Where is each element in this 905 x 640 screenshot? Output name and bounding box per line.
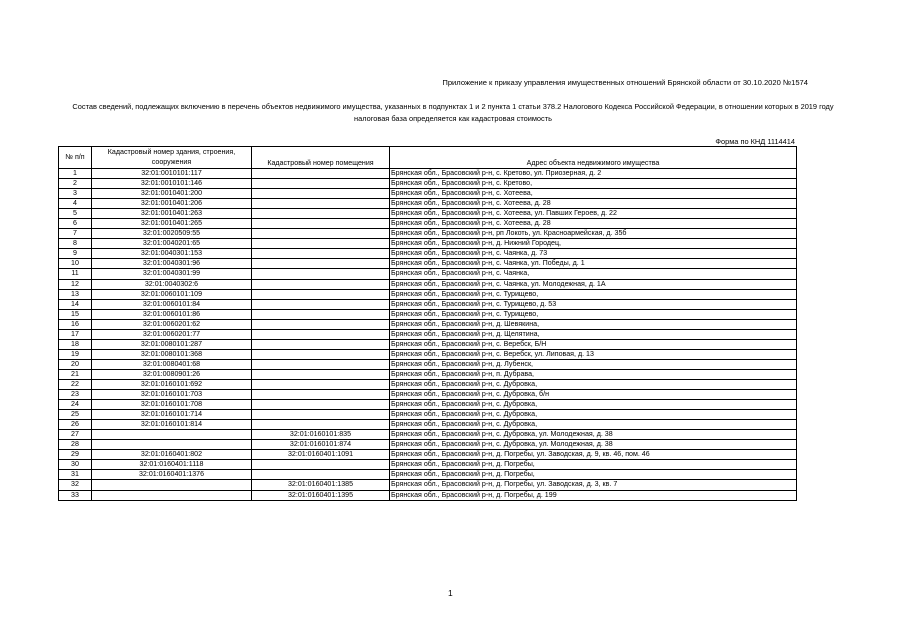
address: Брянская обл., Брасовский р-н, с. Дубровка, [390, 379, 797, 389]
row-number: 8 [59, 239, 92, 249]
building-cadastral-number: 32:01:0060101:109 [92, 289, 252, 299]
table-row [59, 339, 797, 349]
row-number: 29 [59, 450, 92, 460]
row-number: 23 [59, 390, 92, 400]
page-number: 1 [448, 588, 453, 598]
room-cadastral-number [252, 249, 390, 259]
row-number: 5 [59, 209, 92, 219]
building-cadastral-number: 32:01:0160101:703 [92, 390, 252, 400]
building-cadastral-number: 32:01:0010401:265 [92, 219, 252, 229]
table-row [59, 480, 797, 490]
table-row [59, 390, 797, 400]
building-cadastral-number: 32:01:0010401:200 [92, 189, 252, 199]
address: Брянская обл., Брасовский р-н, с. Веребск, ул. Липовая, д. 13 [390, 349, 797, 359]
row-number: 3 [59, 189, 92, 199]
row-number: 4 [59, 199, 92, 209]
row-number: 33 [59, 490, 92, 500]
address: Брянская обл., Брасовский р-н, с. Чаянка, ул. Победы, д. 1 [390, 259, 797, 269]
table-row [59, 279, 797, 289]
row-number: 32 [59, 480, 92, 490]
table-row [59, 369, 797, 379]
table-row [59, 269, 797, 279]
table-row [59, 229, 797, 239]
building-cadastral-number: 32:01:0010401:206 [92, 199, 252, 209]
room-cadastral-number [252, 400, 390, 410]
table-row [59, 410, 797, 420]
address: Брянская обл., Брасовский р-н, д. Щелятина, [390, 329, 797, 339]
address: Брянская обл., Брасовский р-н, с. Дубровка, ул. Молодежная, д. 38 [390, 430, 797, 440]
room-cadastral-number [252, 390, 390, 400]
address: Брянская обл., Брасовский р-н, с. Дубровка, [390, 420, 797, 430]
table-body [59, 169, 797, 501]
room-cadastral-number [252, 229, 390, 239]
row-number: 21 [59, 369, 92, 379]
room-cadastral-number [252, 379, 390, 389]
row-number: 28 [59, 440, 92, 450]
table-row [59, 169, 797, 179]
table-row [59, 239, 797, 249]
row-number: 2 [59, 179, 92, 189]
room-cadastral-number [252, 460, 390, 470]
row-number: 27 [59, 430, 92, 440]
row-number: 16 [59, 319, 92, 329]
address: Брянская обл., Брасовский р-н, д. Погребы, д. 199 [390, 490, 797, 500]
building-cadastral-number: 32:01:0160401:802 [92, 450, 252, 460]
row-number: 1 [59, 169, 92, 179]
address: Брянская обл., Брасовский р-н, с. Хотеева, д. 28 [390, 199, 797, 209]
row-number: 14 [59, 299, 92, 309]
address: Брянская обл., Брасовский р-н, с. Хотеева, ул. Павших Героев, д. 22 [390, 209, 797, 219]
document-intro: Состав сведений, подлежащих включению в перечень объектов недвижимого имущества, указанных в подпунктах 1 и 2 пункта 1 статьи 378.2 Налогового Кодекса Российской Федерации, в отношении которых в 2019 году налоговая база определяется как кадастровая стоимость [72, 102, 834, 123]
table-row [59, 400, 797, 410]
room-cadastral-number [252, 259, 390, 269]
building-cadastral-number: 32:01:0040302:6 [92, 279, 252, 289]
building-cadastral-number [92, 430, 252, 440]
building-cadastral-number: 32:01:0010401:263 [92, 209, 252, 219]
table-row [59, 460, 797, 470]
room-cadastral-number [252, 359, 390, 369]
room-cadastral-number [252, 369, 390, 379]
building-cadastral-number: 32:01:0010101:146 [92, 179, 252, 189]
room-cadastral-number [252, 470, 390, 480]
room-cadastral-number [252, 189, 390, 199]
room-cadastral-number [252, 279, 390, 289]
row-number: 18 [59, 339, 92, 349]
room-cadastral-number [252, 309, 390, 319]
room-cadastral-number [252, 349, 390, 359]
header-building: Кадастровый номер здания, строения, сооружения [92, 147, 252, 169]
row-number: 26 [59, 420, 92, 430]
building-cadastral-number [92, 440, 252, 450]
table-row [59, 430, 797, 440]
building-cadastral-number: 32:01:0060201:62 [92, 319, 252, 329]
row-number: 7 [59, 229, 92, 239]
address: Брянская обл., Брасовский р-н, с. Веребск, Б/Н [390, 339, 797, 349]
row-number: 10 [59, 259, 92, 269]
row-number: 30 [59, 460, 92, 470]
table-row [59, 379, 797, 389]
table-row [59, 420, 797, 430]
header-address: Адрес объекта недвижимого имущества [390, 147, 797, 169]
room-cadastral-number [252, 410, 390, 420]
row-number: 24 [59, 400, 92, 410]
row-number: 31 [59, 470, 92, 480]
address: Брянская обл., Брасовский р-н, д. Погребы, [390, 460, 797, 470]
table-row [59, 289, 797, 299]
row-number: 6 [59, 219, 92, 229]
row-number: 22 [59, 379, 92, 389]
table-row [59, 490, 797, 500]
building-cadastral-number [92, 480, 252, 490]
room-cadastral-number [252, 239, 390, 249]
address: Брянская обл., Брасовский р-н, д. Шевякина, [390, 319, 797, 329]
row-number: 12 [59, 279, 92, 289]
table-row [59, 249, 797, 259]
address: Брянская обл., Брасовский р-н, с. Кретово, [390, 179, 797, 189]
address: Брянская обл., Брасовский р-н, с. Чаянка, [390, 269, 797, 279]
room-cadastral-number: 32:01:0160401:1091 [252, 450, 390, 460]
room-cadastral-number: 32:01:0160401:1395 [252, 490, 390, 500]
table-row [59, 349, 797, 359]
building-cadastral-number: 32:01:0160401:1118 [92, 460, 252, 470]
address: Брянская обл., Брасовский р-н, с. Хотеева, [390, 189, 797, 199]
table-row [59, 179, 797, 189]
building-cadastral-number: 32:01:0160101:692 [92, 379, 252, 389]
table-row [59, 309, 797, 319]
building-cadastral-number: 32:01:0060101:86 [92, 309, 252, 319]
building-cadastral-number: 32:01:0160401:1376 [92, 470, 252, 480]
row-number: 15 [59, 309, 92, 319]
building-cadastral-number: 32:01:0160101:814 [92, 420, 252, 430]
property-table [58, 146, 797, 501]
address: Брянская обл., Брасовский р-н, п. Дубрава, [390, 369, 797, 379]
address: Брянская обл., Брасовский р-н, д. Погребы, [390, 470, 797, 480]
form-code: Форма по КНД 1114414 [715, 137, 795, 146]
room-cadastral-number [252, 339, 390, 349]
address: Брянская обл., Брасовский р-н, с. Кретово, ул. Приозерная, д. 2 [390, 169, 797, 179]
room-cadastral-number [252, 289, 390, 299]
row-number: 19 [59, 349, 92, 359]
row-number: 11 [59, 269, 92, 279]
row-number: 9 [59, 249, 92, 259]
row-number: 17 [59, 329, 92, 339]
table-row [59, 470, 797, 480]
address: Брянская обл., Брасовский р-н, с. Дубровка, [390, 400, 797, 410]
building-cadastral-number: 32:01:0160101:714 [92, 410, 252, 420]
building-cadastral-number: 32:01:0080901:26 [92, 369, 252, 379]
address: Брянская обл., Брасовский р-н, с. Чаянка, ул. Молодежная, д. 1А [390, 279, 797, 289]
room-cadastral-number: 32:01:0160101:835 [252, 430, 390, 440]
row-number: 13 [59, 289, 92, 299]
table-row [59, 450, 797, 460]
table-row [59, 259, 797, 269]
appendix-title: Приложение к приказу управления имущественных отношений Брянской области от 30.10.2020 №1574 [442, 78, 808, 87]
building-cadastral-number: 32:01:0020509:55 [92, 229, 252, 239]
address: Брянская обл., Брасовский р-н, с. Хотеева, д. 28 [390, 219, 797, 229]
building-cadastral-number: 32:01:0160101:708 [92, 400, 252, 410]
address: Брянская обл., Брасовский р-н, д. Погребы, ул. Заводская, д. 3, кв. 7 [390, 480, 797, 490]
building-cadastral-number: 32:01:0010101:117 [92, 169, 252, 179]
table-header-row [59, 147, 797, 169]
table-row [59, 219, 797, 229]
address: Брянская обл., Брасовский р-н, с. Турищево, д. 53 [390, 299, 797, 309]
room-cadastral-number: 32:01:0160401:1385 [252, 480, 390, 490]
room-cadastral-number [252, 329, 390, 339]
building-cadastral-number: 32:01:0080401:68 [92, 359, 252, 369]
room-cadastral-number [252, 169, 390, 179]
table-row [59, 319, 797, 329]
row-number: 25 [59, 410, 92, 420]
address: Брянская обл., Брасовский р-н, с. Турищево, [390, 309, 797, 319]
address: Брянская обл., Брасовский р-н, с. Дубровка, [390, 410, 797, 420]
table-row [59, 199, 797, 209]
header-room: Кадастровый номер помещения [252, 147, 390, 169]
address: Брянская обл., Брасовский р-н, с. Дубровка, б/н [390, 390, 797, 400]
row-number: 20 [59, 359, 92, 369]
table-row [59, 359, 797, 369]
address: Брянская обл., Брасовский р-н, рп Локоть, ул. Красноармейская, д. 35б [390, 229, 797, 239]
room-cadastral-number [252, 269, 390, 279]
address: Брянская обл., Брасовский р-н, с. Чаянка, д. 73 [390, 249, 797, 259]
address: Брянская обл., Брасовский р-н, д. Лубенск, [390, 359, 797, 369]
building-cadastral-number: 32:01:0060201:77 [92, 329, 252, 339]
table-row [59, 329, 797, 339]
room-cadastral-number [252, 219, 390, 229]
building-cadastral-number: 32:01:0040301:99 [92, 269, 252, 279]
building-cadastral-number: 32:01:0080101:287 [92, 339, 252, 349]
room-cadastral-number [252, 179, 390, 189]
building-cadastral-number: 32:01:0040301:96 [92, 259, 252, 269]
room-cadastral-number: 32:01:0160101:874 [252, 440, 390, 450]
table-row [59, 299, 797, 309]
table-row [59, 189, 797, 199]
building-cadastral-number: 32:01:0040301:153 [92, 249, 252, 259]
table-row [59, 440, 797, 450]
building-cadastral-number: 32:01:0080101:368 [92, 349, 252, 359]
address: Брянская обл., Брасовский р-н, д. Нижний Городец, [390, 239, 797, 249]
building-cadastral-number: 32:01:0040201:65 [92, 239, 252, 249]
room-cadastral-number [252, 319, 390, 329]
room-cadastral-number [252, 209, 390, 219]
building-cadastral-number: 32:01:0060101:84 [92, 299, 252, 309]
room-cadastral-number [252, 299, 390, 309]
header-num: № п/п [59, 147, 92, 169]
address: Брянская обл., Брасовский р-н, д. Погребы, ул. Заводская, д. 9, кв. 46, пом. 46 [390, 450, 797, 460]
address: Брянская обл., Брасовский р-н, с. Турищево, [390, 289, 797, 299]
room-cadastral-number [252, 199, 390, 209]
room-cadastral-number [252, 420, 390, 430]
table-row [59, 209, 797, 219]
address: Брянская обл., Брасовский р-н, с. Дубровка, ул. Молодежная, д. 38 [390, 440, 797, 450]
building-cadastral-number [92, 490, 252, 500]
